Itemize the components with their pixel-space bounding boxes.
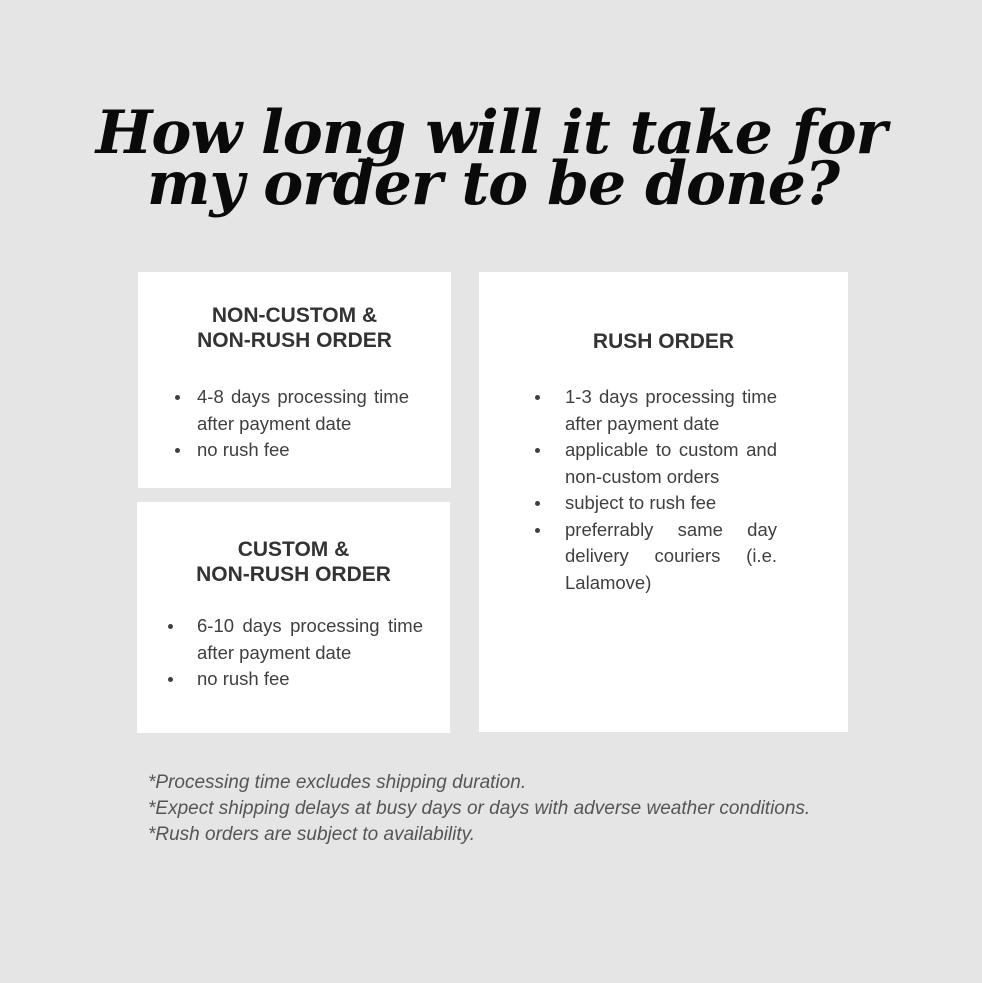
list-item: 4-8 days processing time after payment date <box>197 384 409 437</box>
list-item: preferrably same day delivery couriers (i.e. Lalamove) <box>565 517 777 597</box>
card-heading-line-1: CUSTOM & <box>237 538 350 561</box>
list-item: applicable to custom and non-custom orders <box>565 437 777 490</box>
footnote: *Rush orders are subject to availability. <box>148 824 476 845</box>
list-item: no rush fee <box>197 666 423 693</box>
list-item: subject to rush fee <box>565 490 777 517</box>
card-bullet-list <box>197 613 423 693</box>
page-title-line-1: How long will it take for <box>95 98 887 168</box>
footnote: *Expect shipping delays at busy days or days with adverse weather conditions. <box>148 798 811 819</box>
list-item: no rush fee <box>197 437 409 464</box>
card-rush-order <box>479 272 848 732</box>
card-heading-line-1: RUSH ORDER <box>592 330 735 353</box>
list-item: 1-3 days processing time after payment date <box>565 384 777 437</box>
list-item: 6-10 days processing time after payment date <box>197 613 423 666</box>
page-title <box>0 98 982 219</box>
card-heading-line-2: NON-RUSH ORDER <box>197 329 392 352</box>
card-bullet-list <box>197 384 409 464</box>
footnote: *Processing time excludes shipping duration. <box>148 772 527 793</box>
card-custom-non-rush <box>137 502 450 733</box>
page-title-line-2: my order to be done? <box>146 149 840 219</box>
card-heading-line-1: NON-CUSTOM & <box>211 304 378 327</box>
card-heading <box>138 303 451 353</box>
card-heading <box>137 537 450 587</box>
card-heading <box>479 329 848 354</box>
card-heading-line-2: NON-RUSH ORDER <box>196 563 391 586</box>
footnotes <box>148 770 868 848</box>
card-non-custom-non-rush <box>138 272 451 488</box>
card-bullet-list <box>565 384 777 596</box>
